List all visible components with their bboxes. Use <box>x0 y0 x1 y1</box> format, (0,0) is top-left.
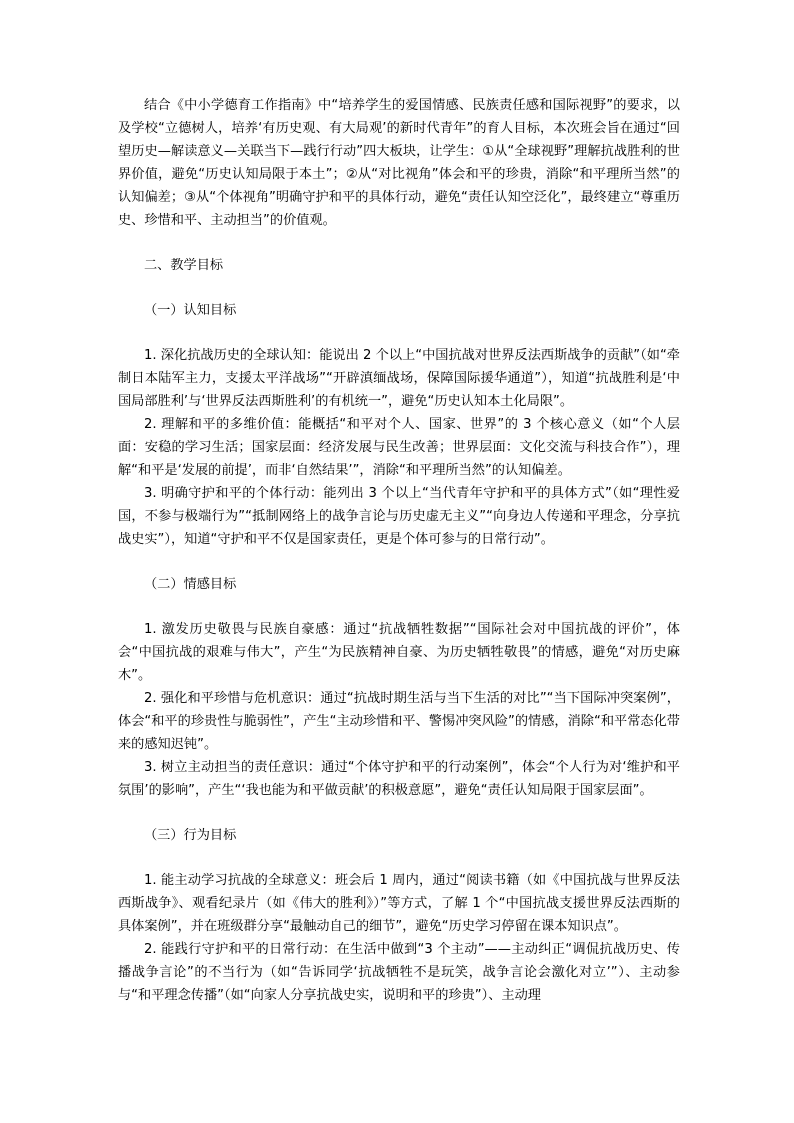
behavioral-goal-item: 2. 能践行守护和平的日常行动：在生活中做到“3 个主动”——主动纠正“调侃抗战历史、传播战争言论”的不当行为（如“告诉同学‘抗战牺牲不是玩笑，战争言论会激化对立’”）、主动参与“和平理念传播”（如“向家人分享抗战史实，说明和平的珍贵”）、主动理 <box>118 942 680 1003</box>
emotional-goal-item: 1. 激发历史敬畏与民族自豪感：通过“抗战牺牲数据”“国际社会对中国抗战的评价”，体会“中国抗战的艰难与伟大”，产生“为民族精神自豪、为历史牺牲敬畏”的情感，避免“对历史麻木”。 <box>118 622 680 683</box>
section-heading-teaching-goals: 二、教学目标 <box>144 258 224 273</box>
emotional-goal-item: 3. 树立主动担当的责任意识：通过“个体守护和平的行动案例”，体会“个人行为对‘维护和平氛围’的影响”，产生“‘我也能为和平做贡献’的积极意愿”，避免“责任认知局限于国家层面”。 <box>118 760 680 798</box>
intro-paragraph: 结合《中小学德育工作指南》中“培养学生的爱国情感、民族责任感和国际视野”的要求，以及学校“立德树人，培养‘有历史观、有大局观’的新时代青年”的育人目标，本次班会旨在通过“回望历史—解读意义—关联当下—践行行动”四大板块，让学生：①从“全球视野”理解抗战胜利的世界价值，避免“历史认知局限于本土”；②从“对比视角”体会和平的珍贵，消除“和平理所当然”的认知偏差；③从“个体视角”明确守护和平的具体行动，避免“责任认知空泛化”，最终建立“尊重历史、珍惜和平、主动担当”的价值观。 <box>118 98 680 228</box>
subsection-heading-cognitive: （一）认知目标 <box>144 303 237 318</box>
cognitive-goal-item: 2. 理解和平的多维价值：能概括“和平对个人、国家、世界”的 3 个核心意义（如“个人层面：安稳的学习生活；国家层面：经济发展与民生改善；世界层面：文化交流与科技合作”），理解“和平是‘发展的前提’，而非‘自然结果’”，消除“和平理所当然”的认知偏差。 <box>118 417 680 478</box>
cognitive-goal-item: 1. 深化抗战历史的全球认知：能说出 2 个以上“中国抗战对世界反法西斯战争的贡献”（如“牵制日本陆军主力，支援太平洋战场”“开辟滇缅战场，保障国际援华通道”），知道“抗战胜利是‘中国局部胜利’与‘世界反法西斯胜利’的有机统一”，避免“历史认知本土化局限”。 <box>118 348 680 409</box>
document-body <box>118 94 680 1007</box>
subsection-heading-emotional: （二）情感目标 <box>144 577 237 592</box>
cognitive-goal-item: 3. 明确守护和平的个体行动：能列出 3 个以上“当代青年守护和平的具体方式”（如“理性爱国，不参与极端行为”“抵制网络上的战争言论与历史虚无主义”“向身边人传递和平理念，分享抗战史实”），知道“守护和平不仅是国家责任，更是个体可参与的日常行动”。 <box>118 486 680 547</box>
behavioral-goal-item: 1. 能主动学习抗战的全球意义：班会后 1 周内，通过“阅读书籍（如《中国抗战与世界反法西斯战争》、观看纪录片（如《伟大的胜利》）”等方式，了解 1 个“中国抗战支援世界反法西斯的具体案例”，并在班级群分享“最触动自己的细节”，避免“历史学习停留在课本知识点”。 <box>118 873 680 934</box>
subsection-heading-behavioral: （三）行为目标 <box>144 828 237 843</box>
emotional-goal-item: 2. 强化和平珍惜与危机意识：通过“抗战时期生活与当下生活的对比”“当下国际冲突案例”，体会“和平的珍贵性与脆弱性”，产生“主动珍惜和平、警惕冲突风险”的情感，消除“和平常态化带来的感知迟钝”。 <box>118 691 680 752</box>
